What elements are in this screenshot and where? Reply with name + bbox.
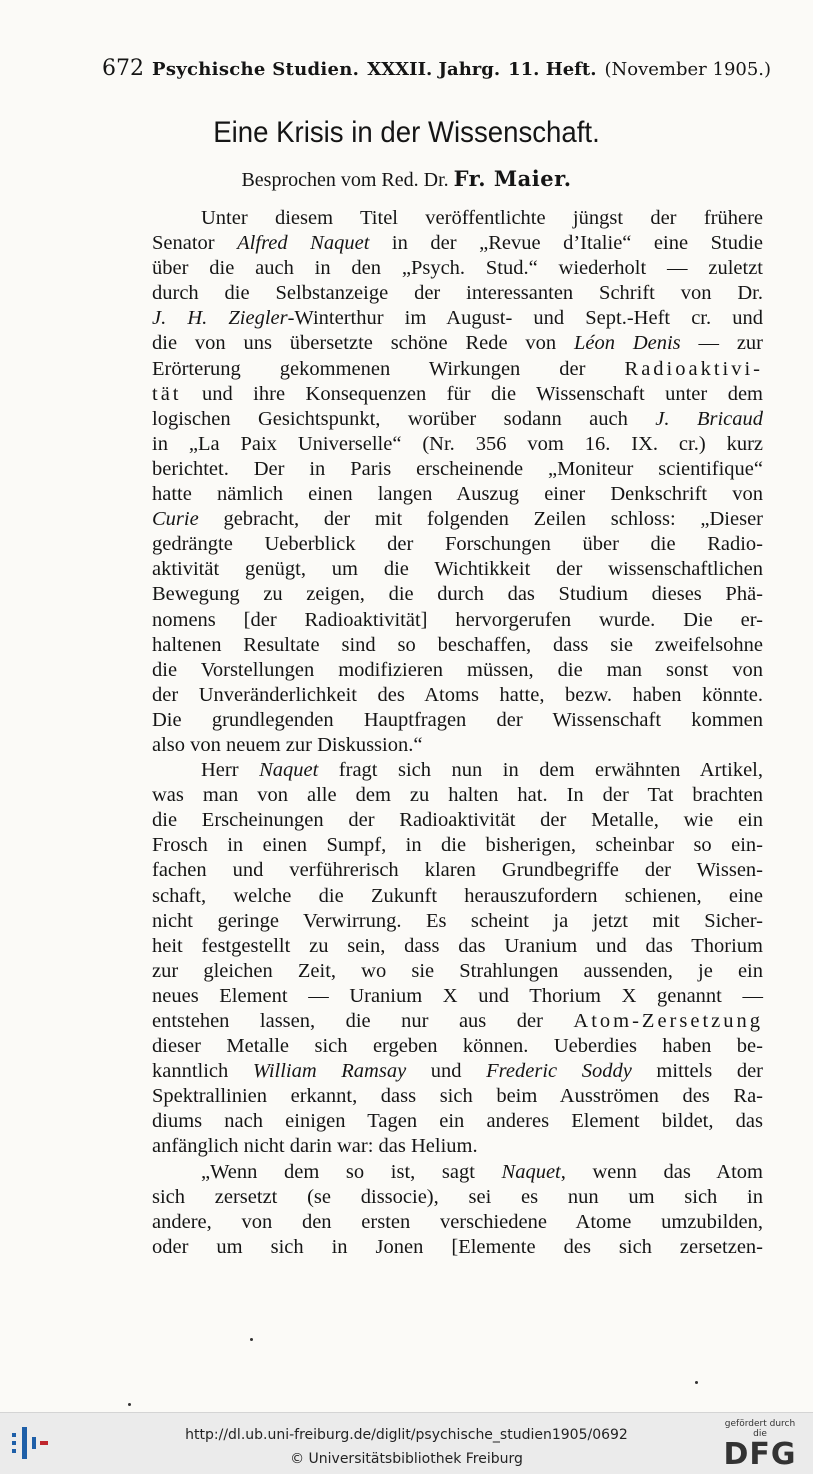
scan-speck: [695, 1381, 698, 1384]
article-title: Eine Krisis in der Wissenschaft.: [213, 116, 600, 149]
article-body: [103, 206, 763, 1260]
byline-author: Fr. Maier.: [453, 166, 572, 191]
journal-volume: XXXII. Jahrg.: [367, 59, 501, 80]
byline-prefix: Besprochen vom Red. Dr.: [241, 169, 449, 191]
viewer-footer: [0, 1412, 813, 1474]
byline: [0, 166, 813, 192]
paragraph: Unter diesem Titel veröffentlichte jüngst der frühere Senator Alfred Naquet in der „Revue d’Italie“ eine Studie über die auch in den „Psych. Stud.“ wiederholt — zuletzt durch die Selbstanzeige der interessanten Schrift von Dr. J. H. Ziegler-Winterthur im August- und Sept.-Heft cr. und die von uns übersetzte schöne Rede von Léon Denis — zur Erörterung gekommenen Wirkungen der Radioaktivi- tät und ihre Konsequenzen für die Wissenschaft unter dem logischen Gesichtspunkt, worüber sodann auch J. Bricaud in „La Paix Universelle“ (Nr. 356 vom 16. IX. cr.) kurz berichtet. Der in Paris erscheinende „Moniteur scientifique“ hatte nämlich einen langen Auszug einer Denkschrift von Curie gebracht, der mit folgenden Zeilen schloss: „Dieser gedrängte Ueberblick der Forschungen über die Radio- aktivität genügt, um die Wichtikkeit der wissenschaftlichen Bewegung zu zeigen, die durch das Studium dieses Phä- nomens [der Radioaktivität] hervorgerufen wurde. Die er- haltenen Resultate sind so beschaffen, dass sie zweifelsohne die Vorstellungen modifizieren müssen, die man sonst von der Unveränderlichkeit des Atoms hatte, bezw. haben könnte. Die grundlegenden Hauptfragen der Wissenschaft kommen also von neuem zur Diskussion.“: [152, 207, 763, 756]
dfg-wordmark: DFG: [723, 1437, 797, 1472]
copyright-notice: © Universitätsbibliothek Freiburg: [290, 1451, 523, 1467]
dfg-logo: [717, 1419, 803, 1472]
paragraph: „Wenn dem so ist, sagt Naquet, wenn das Atom sich zersetzt (se dissocie), sei es nun um sich in andere, von den ersten verschiedene Atome umzubilden, oder um sich in Jonen [Elemente des sich zersetzen-: [152, 1160, 763, 1258]
page-number: 672: [102, 56, 144, 81]
journal-issue: 11. Heft.: [508, 59, 597, 80]
dfg-caption: gefördert durch die: [724, 1419, 796, 1439]
paragraph: Herr Naquet fragt sich nun in dem erwähnten Artikel, was man von alle dem zu halten hat. In der Tat brachten die Erscheinungen der Radioaktivität der Metalle, wie ein Frosch in einen Sumpf, in die bisherigen, scheinbar so ein- fachen und verführerisch klaren Grundbegriffe der Wissen- schaft, welche die Zukunft herauszufordern schienen, eine nicht geringe Verwirrung. Es scheint ja jetzt mit Sicher- heit festgestellt zu sein, dass das Uranium und das Thorium zur gleichen Zeit, wo sie Strahlungen aussenden, je ein neues Element — Uranium X und Thorium X genannt — entstehen lassen, die nur aus der Atom-Zersetzung dieser Metalle sich ergeben können. Ueberdies haben be- kanntlich William Ramsay und Frederic Soddy mittels der Spektrallinien erkannt, dass sich beim Ausströmen des Ra- diums nach einigen Tagen ein anderes Element bildet, das anfänglich nicht darin war: das Helium.: [152, 759, 764, 1158]
journal-title: Psychische Studien.: [152, 59, 360, 80]
source-url[interactable]: http://dl.ub.uni-freiburg.de/diglit/psychische_studien1905/0692: [185, 1427, 628, 1443]
journal-date: (November 1905.): [604, 59, 772, 80]
running-head: [102, 56, 772, 81]
scan-speck: [250, 1338, 253, 1341]
scan-speck: [128, 1403, 131, 1406]
